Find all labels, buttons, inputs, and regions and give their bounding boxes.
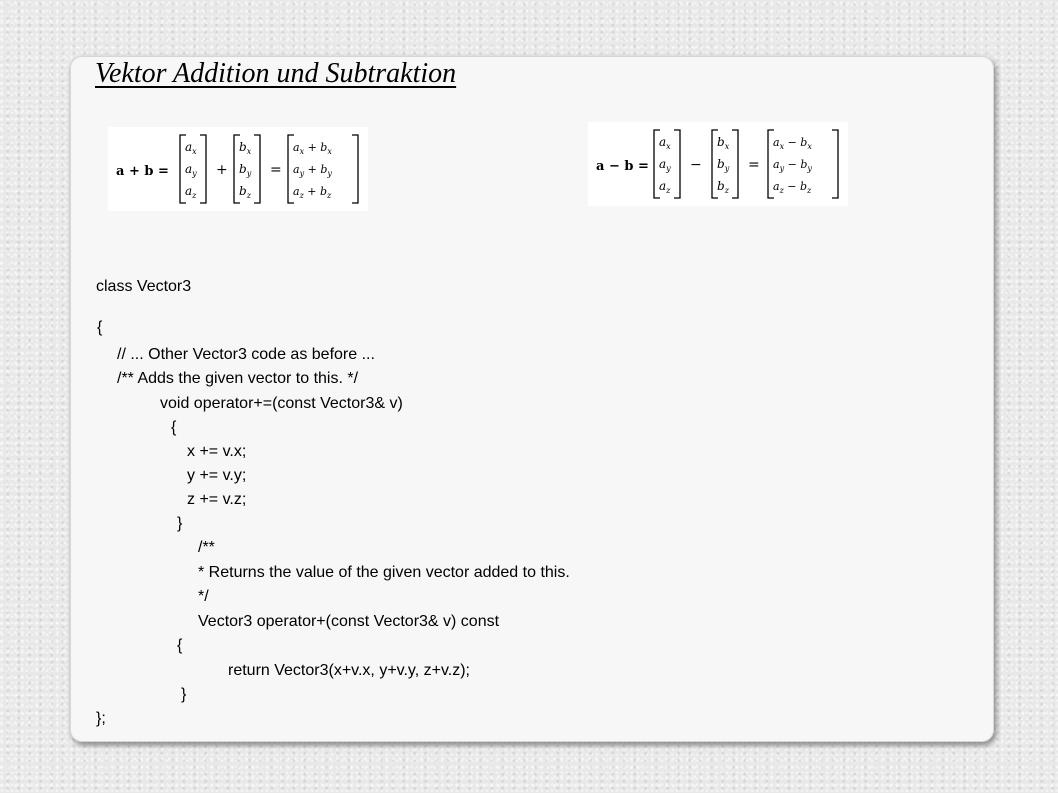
code-line: // ... Other Vector3 code as before ... — [117, 346, 375, 363]
slide-title: Vektor Addition und Subtraktion — [95, 58, 457, 89]
svg-text:ay​: $a_y$ — [185, 162, 197, 178]
addition-formula — [108, 127, 368, 211]
svg-text:by​: $b_y$ — [239, 162, 252, 178]
code-line: z += v.z; — [187, 491, 247, 508]
svg-text:bx​: $b_x$ — [239, 140, 252, 156]
svg-text:ax​ − bx​: $a_x - b_x$ — [773, 136, 812, 151]
code-line: } — [177, 515, 183, 532]
svg-text:ay​ + by​: $a_y + b_y$ — [293, 163, 332, 178]
subtraction-equals: = — [748, 157, 760, 173]
code-line: } — [181, 686, 187, 703]
code-line: /** Adds the given vector to this. */ — [117, 370, 359, 387]
svg-text:bz​: $b_z$ — [717, 179, 729, 195]
code-line: return Vector3(x+v.x, y+v.y, z+v.z); — [228, 662, 470, 679]
svg-text:az​ − bz​: $a_z - b_z$ — [773, 180, 812, 195]
subtraction-vector-result — [768, 130, 838, 198]
code-line: class Vector3 — [96, 278, 192, 295]
code-line: { — [97, 319, 103, 336]
code-line: * Returns the value of the given vector added to this. — [198, 564, 570, 581]
svg-text:by​: $b_y$ — [717, 157, 730, 173]
svg-text:ay​ − by​: $a_y - b_y$ — [773, 158, 812, 173]
svg-text:az​: $a_z$ — [659, 179, 671, 195]
code-line: { — [177, 637, 183, 654]
subtraction-lhs: a − b = — [596, 159, 649, 174]
svg-text:ay​: $a_y$ — [659, 157, 671, 173]
svg-text:bx​: $b_x$ — [717, 135, 730, 151]
addition-equals: = — [270, 162, 282, 178]
code-line: Vector3 operator+(const Vector3& v) const — [198, 613, 500, 630]
subtraction-vector-b — [712, 130, 738, 198]
addition-vector-result — [288, 135, 358, 203]
svg-text:az​: $a_z$ — [185, 184, 197, 200]
code-line: { — [171, 419, 177, 436]
svg-text:ax​: $a_x$ — [185, 140, 197, 156]
svg-text:az​ + bz​: $a_z + b_z$ — [293, 185, 332, 200]
addition-operator: + — [216, 162, 228, 178]
code-line: void operator+=(const Vector3& v) — [160, 395, 403, 412]
addition-vector-a — [180, 135, 206, 203]
subtraction-vector-a — [654, 130, 680, 198]
svg-text:ax​ + bx​: $a_x + b_x$ — [293, 141, 332, 156]
subtraction-operator: − — [690, 157, 702, 173]
code-line: y += v.y; — [187, 467, 247, 484]
code-line: /** — [198, 539, 215, 556]
svg-text:ax​: $a_x$ — [659, 135, 671, 151]
addition-lhs: a + b = — [116, 164, 169, 179]
addition-vector-b — [234, 135, 260, 203]
code-line: x += v.x; — [187, 443, 247, 460]
code-line: */ — [198, 588, 209, 605]
code-line: }; — [96, 710, 106, 727]
svg-text:bz​: $b_z$ — [239, 184, 251, 200]
subtraction-formula — [588, 122, 848, 206]
